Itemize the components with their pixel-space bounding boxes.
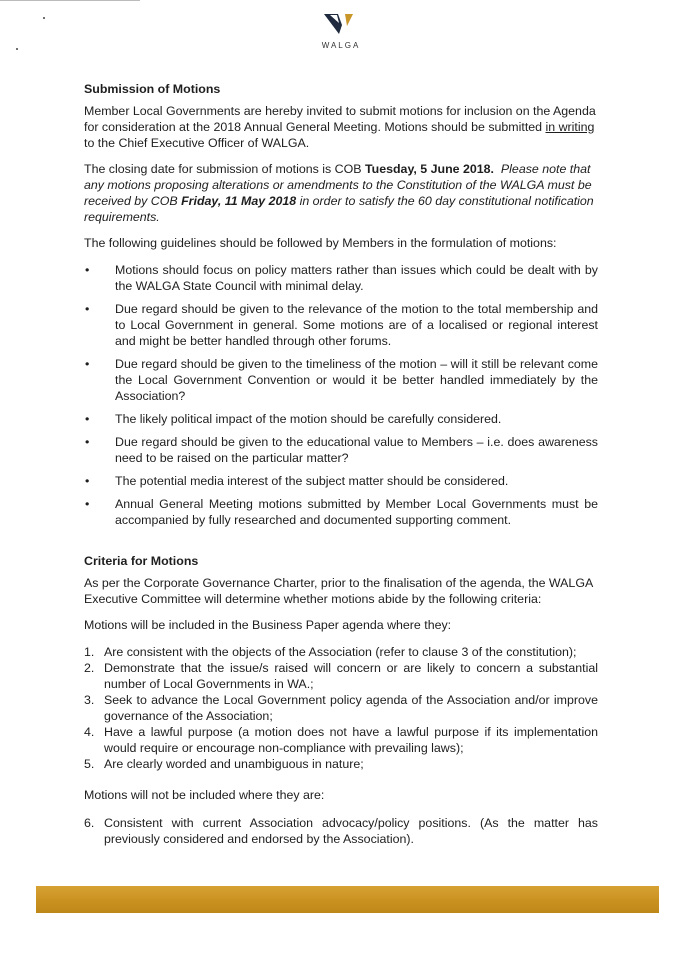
- closing-note-text-a: Please note that any motions proposing alterations or amendments to the Constitution of the WALGA must be received by COB: [84, 162, 592, 208]
- list-item: • Motions should focus on policy matters rather than issues which could be dealt with by the WALGA State Council with minimal delay.: [85, 263, 598, 293]
- closing-note-text-b: in order to satisfy the 60 day constitutional notification requirements.: [84, 194, 594, 224]
- criteria-list: [84, 644, 598, 772]
- list-item: 5. Are clearly worded and unambiguous in nature;: [84, 757, 364, 771]
- scan-speck: [16, 48, 18, 50]
- list-item: 4. Have a lawful purpose (a motion does not have a lawful purpose if its implementation would require or encourage non-compliance with prevailing laws);: [84, 725, 598, 755]
- excluded-list: [84, 815, 598, 847]
- closing-date: Tuesday, 5 June 2018.: [364, 162, 495, 176]
- intro-text-a: Member Local Governments are hereby invited to submit motions for inclusion on the Agenda for consideration at the 2018 Annual General Meeting. Motions should be submitted: [84, 104, 596, 134]
- bullet-icon: •: [85, 302, 90, 316]
- list-item: • The likely political impact of the motion should be carefully considered.: [85, 412, 502, 426]
- closing-date-paragraph: [84, 161, 598, 225]
- in-writing-underline: in writing: [545, 120, 595, 134]
- bullet-icon: •: [85, 412, 90, 426]
- guidelines-list: [84, 262, 598, 528]
- list-item: 3. Seek to advance the Local Government policy agenda of the Association and/or improve governance of the Association;: [84, 693, 598, 723]
- walga-logo: [305, 12, 375, 54]
- section-title-criteria: Criteria for Motions: [84, 554, 199, 568]
- bullet-icon: •: [85, 357, 90, 371]
- item-number: 1.: [84, 645, 95, 659]
- section-title-submission: Submission of Motions: [84, 82, 221, 96]
- guidelines-intro: The following guidelines should be followed by Members in the formulation of motions:: [84, 236, 557, 250]
- list-item: • Annual General Meeting motions submitted by Member Local Governments must be accompanied by fully researched and documented supporting comment.: [85, 497, 598, 527]
- logo-wordmark: WALGA: [321, 41, 361, 50]
- list-item: • Due regard should be given to the relevance of the motion to the total membership and to Local Government in general. Some motions are of a localised or regional interest and might be better handled through other forums.: [85, 302, 598, 348]
- item-number: 3.: [84, 693, 95, 707]
- intro-text-b: to the Chief Executive Officer of WALGA.: [84, 136, 310, 150]
- bullet-icon: •: [85, 474, 90, 488]
- item-number: 5.: [84, 757, 95, 771]
- list-item: • Due regard should be given to the timeliness of the motion – will it still be relevant come the Local Government Convention or would it be better handled immediately by the Association?: [85, 357, 598, 403]
- document-body: [84, 81, 598, 847]
- bullet-icon: •: [85, 435, 90, 449]
- intro-paragraph: [84, 103, 598, 151]
- walga-logo-icon: [323, 12, 357, 36]
- bullet-icon: •: [85, 497, 90, 511]
- criteria-intro: As per the Corporate Governance Charter, prior to the finalisation of the agenda, the WALGA Executive Committee will determine whether motions abide by the following criteria:: [84, 576, 593, 606]
- top-scan-line: [0, 0, 140, 1]
- item-number: 6.: [84, 816, 95, 830]
- item-number: 4.: [84, 725, 95, 739]
- scan-speck: [43, 17, 45, 19]
- item-number: 2.: [84, 661, 95, 675]
- closing-note-date: Friday, 11 May 2018: [181, 194, 297, 208]
- list-item: 1. Are consistent with the objects of the Association (refer to clause 3 of the constitution);: [84, 645, 577, 659]
- included-intro: Motions will be included in the Business Paper agenda where they:: [84, 618, 452, 632]
- bullet-icon: •: [85, 263, 90, 277]
- excluded-intro: Motions will not be included where they are:: [84, 788, 325, 802]
- list-item: 2. Demonstrate that the issue/s raised will concern or are likely to concern a substantial number of Local Governments in WA.;: [84, 661, 598, 691]
- footer-gold-band: [36, 886, 659, 913]
- list-item: • The potential media interest of the subject matter should be considered.: [85, 474, 509, 488]
- list-item: 6. Consistent with current Association advocacy/policy positions. (As the matter has previously considered and endorsed by the Association).: [84, 816, 598, 846]
- closing-text: The closing date for submission of motions is COB: [84, 162, 365, 176]
- list-item: • Due regard should be given to the educational value to Members – i.e. does awareness need to be raised on the particular matter?: [85, 435, 598, 465]
